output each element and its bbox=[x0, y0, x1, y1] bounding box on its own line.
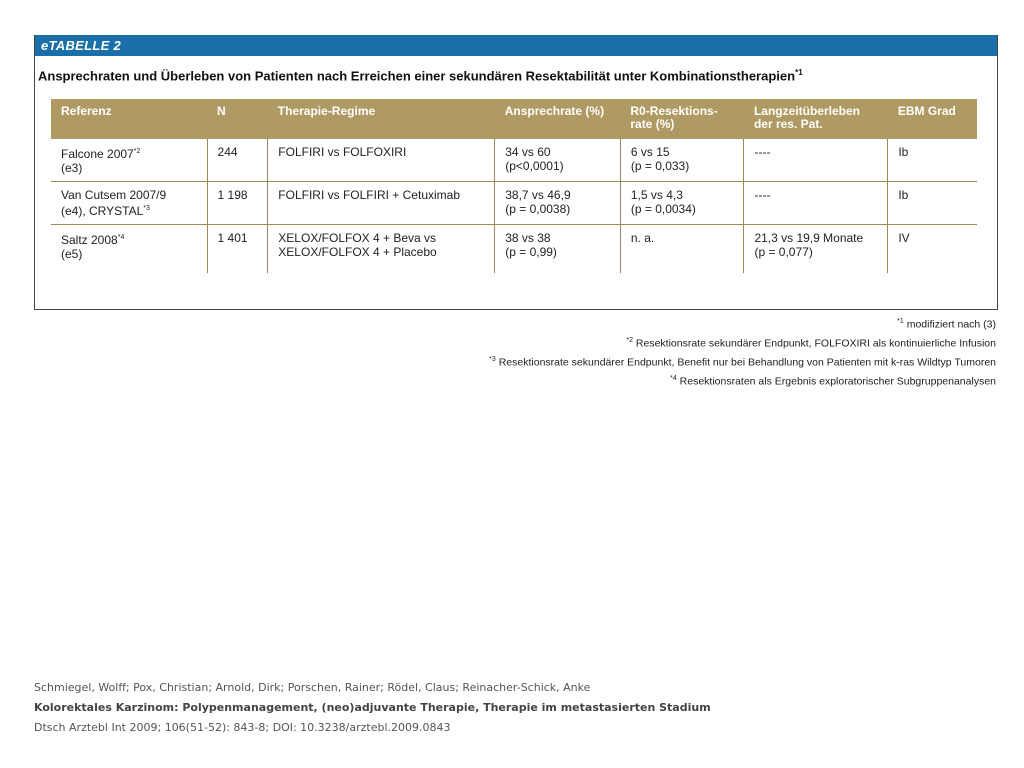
response-values: 38 vs 38 bbox=[505, 231, 551, 245]
cell-ebm: Ib bbox=[888, 139, 977, 182]
footnote-marker: *4 bbox=[670, 375, 677, 382]
regime-line1: FOLFIRI vs FOLFIRI + Cetuximab bbox=[278, 188, 461, 202]
cell-langzeit bbox=[744, 139, 888, 182]
col-header-ansprechrate: Ansprechrate (%) bbox=[495, 99, 621, 139]
footnote bbox=[489, 333, 996, 352]
ref-citation: (e5) bbox=[61, 247, 83, 261]
footnote-marker: *3 bbox=[489, 356, 496, 363]
caption-footnote-marker: *1 bbox=[795, 68, 803, 77]
response-pvalue: (p<0,0001) bbox=[505, 159, 564, 173]
source-citation bbox=[34, 678, 711, 738]
regime-line2: XELOX/FOLFOX 4 + Placebo bbox=[278, 245, 437, 259]
cell-n: 1 198 bbox=[207, 182, 268, 225]
ref-name: Saltz 2008 bbox=[61, 233, 118, 247]
col-header-referenz: Referenz bbox=[51, 99, 207, 139]
footnote-marker: *1 bbox=[897, 318, 904, 325]
langzeit-value: ---- bbox=[754, 145, 771, 159]
footnote bbox=[489, 352, 996, 371]
langzeit-value: ---- bbox=[754, 188, 771, 202]
citation-title: Kolorektales Karzinom: Polypenmanagement, (neo)adjuvante Therapie, Therapie im metastasierten Stadium bbox=[34, 701, 711, 714]
response-values: 38,7 vs 46,9 bbox=[505, 188, 571, 202]
cell-regime bbox=[268, 139, 495, 182]
col-header-r0-line2: rate (%) bbox=[630, 117, 675, 131]
cell-referenz bbox=[51, 139, 207, 182]
table-row bbox=[51, 182, 977, 225]
cell-n: 244 bbox=[207, 139, 268, 182]
cell-r0-rate bbox=[620, 225, 744, 274]
cell-ansprechrate bbox=[495, 225, 621, 274]
col-header-langzeit-line1: Langzeitüberleben bbox=[753, 104, 860, 118]
footnote-text: modifiziert nach (3) bbox=[906, 318, 996, 331]
cell-langzeit bbox=[744, 225, 888, 274]
footnote-text: Resektionsrate sekundärer Endpunkt, Benefit nur bei Behandlung von Patienten mit k-ras Wildtyp Tumoren bbox=[498, 356, 996, 369]
ref-footnote-marker: *3 bbox=[143, 205, 150, 212]
footnote-marker: *2 bbox=[626, 337, 633, 344]
cell-ebm: IV bbox=[898, 231, 910, 245]
cell-langzeit bbox=[744, 182, 888, 225]
table-caption bbox=[38, 68, 997, 83]
response-pvalue: (p = 0,0038) bbox=[505, 202, 571, 216]
cell-ansprechrate bbox=[495, 182, 621, 225]
ref-citation: (e3) bbox=[61, 161, 83, 175]
r0-pvalue: (p = 0,033) bbox=[630, 159, 690, 173]
footnote bbox=[489, 371, 996, 390]
results-table bbox=[51, 99, 977, 273]
cell-regime bbox=[268, 182, 495, 225]
cell-referenz bbox=[51, 182, 207, 225]
col-header-n: N bbox=[207, 99, 268, 139]
regime-line1: FOLFIRI vs FOLFOXIRI bbox=[278, 145, 407, 159]
footnote-text: Resektionsraten als Ergebnis exploratorischer Subgruppenanalysen bbox=[679, 375, 996, 388]
table-row bbox=[51, 225, 977, 274]
cell-ansprechrate bbox=[495, 139, 621, 182]
r0-values: 1,5 vs 4,3 bbox=[630, 188, 683, 202]
cell-referenz bbox=[51, 225, 207, 274]
langzeit-value: 21,3 vs 19,9 Monate bbox=[754, 231, 864, 245]
ref-name: Van Cutsem 2007/9 bbox=[61, 188, 167, 202]
cell-r0-rate bbox=[620, 182, 744, 225]
citation-authors: Schmiegel, Wolff; Pox, Christian; Arnold, Dirk; Porschen, Rainer; Rödel, Claus; Reinacher-Schick, Anke bbox=[34, 681, 591, 694]
col-header-langzeit-line2: der res. Pat. bbox=[753, 117, 823, 131]
response-values: 34 vs 60 bbox=[505, 145, 551, 159]
footnote-text: Resektionsrate sekundärer Endpunkt, FOLFOXIRI als kontinuierliche Infusion bbox=[635, 337, 996, 350]
ref-footnote-marker: *2 bbox=[133, 148, 141, 155]
r0-values: 6 vs 15 bbox=[630, 145, 670, 159]
caption-text: Ansprechraten und Überleben von Patienten nach Erreichen einer sekundären Resektabilität unter Kombinationstherapien bbox=[38, 68, 796, 84]
ref-footnote-marker: *4 bbox=[117, 234, 125, 241]
regime-line1: XELOX/FOLFOX 4 + Beva vs bbox=[278, 231, 437, 245]
col-header-r0-rate bbox=[620, 99, 744, 139]
citation-source: Dtsch Arztebl Int 2009; 106(51-52): 843-8; DOI: 10.3238/arztebl.2009.0843 bbox=[34, 721, 451, 734]
col-header-r0-line1: R0-Resektions- bbox=[630, 104, 718, 118]
r0-values: n. a. bbox=[630, 231, 655, 245]
footnote bbox=[489, 314, 996, 333]
footnotes bbox=[489, 314, 996, 390]
table-header-row bbox=[51, 99, 977, 139]
cell-r0-rate bbox=[620, 139, 744, 182]
langzeit-pvalue: (p = 0,077) bbox=[754, 245, 813, 259]
response-pvalue: (p = 0,99) bbox=[505, 245, 557, 259]
cell-regime bbox=[268, 225, 495, 274]
table-label: eTABELLE 2 bbox=[35, 35, 997, 56]
col-header-regime: Therapie-Regime bbox=[268, 99, 495, 139]
ref-citation: (e4), CRYSTAL bbox=[61, 204, 144, 218]
ref-name: Falcone 2007 bbox=[61, 147, 134, 161]
col-header-langzeit bbox=[744, 99, 888, 139]
cell-n: 1 401 bbox=[207, 225, 268, 274]
table-frame bbox=[34, 35, 998, 310]
table-row bbox=[51, 139, 977, 182]
cell-ebm: Ib bbox=[888, 182, 977, 225]
r0-pvalue: (p = 0,0034) bbox=[630, 202, 696, 216]
col-header-ebm: EBM Grad bbox=[888, 99, 977, 139]
